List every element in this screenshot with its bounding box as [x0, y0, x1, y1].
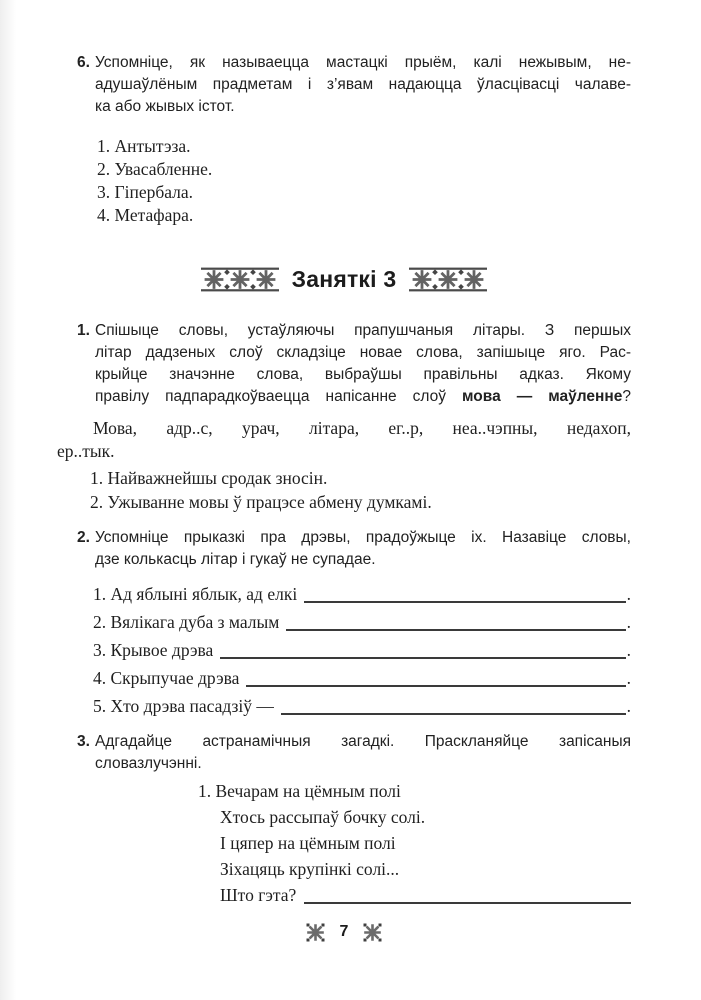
folk-star-icon — [363, 923, 382, 942]
blank-write-line — [304, 601, 625, 603]
task-1-line-prefix: правілу падпарадкоўваецца напісанне слоў — [95, 388, 463, 405]
riddle-question: Што гэта? — [220, 885, 297, 905]
task-2-number: 2. — [77, 529, 90, 546]
riddle — [198, 778, 631, 908]
task-3-line: словазлучэнні. — [95, 755, 202, 772]
task-3-line: Адгадайце астранамічныя загадкі. Праскланяйце запісаныя — [95, 733, 631, 750]
proverb-row — [93, 664, 631, 692]
proverb-period: . — [626, 668, 631, 688]
blank-write-line — [246, 685, 625, 687]
option-item: 1. Антытэза. — [97, 136, 191, 156]
task-1-line-suffix: ? — [622, 388, 631, 405]
proverb-label: 3. Крывое дрэва — [93, 640, 214, 660]
task-1-text — [95, 320, 631, 408]
section-title: Заняткі 3 — [291, 266, 397, 292]
task-6 — [57, 52, 631, 118]
page-footer — [57, 921, 631, 943]
proverb-period: . — [626, 584, 631, 604]
task-3 — [57, 731, 631, 775]
word-list-line: Мова, адр..с, урач, літара, ег..р, неа..чэпны, недахоп, — [93, 418, 631, 438]
folk-ornament-band-icon — [409, 267, 487, 292]
proverb-list — [93, 580, 631, 720]
task-1-options — [90, 466, 631, 514]
task-6-text — [95, 52, 631, 118]
riddle-line: Зіхацяць крупінкі солі... — [220, 859, 400, 879]
task-6-line: Успомніце, як называецца мастацкі прыём, калі нежывым, не- — [95, 54, 631, 71]
blank-write-line — [304, 902, 631, 904]
task-6-line: ка або жывых істот. — [95, 98, 235, 115]
riddle-question-row — [220, 882, 631, 908]
option-item: 2. Увасабленне. — [97, 159, 213, 179]
task-3-text — [95, 731, 631, 775]
option-item: 2. Ужыванне мовы ў працэсе абмену думкамі. — [90, 492, 432, 512]
page-content — [57, 52, 631, 943]
task-2-line: дзе колькасць літар і гукаў не супадае. — [95, 551, 376, 568]
proverb-row — [93, 608, 631, 636]
section-heading — [57, 264, 631, 294]
folk-ornament-band-icon — [201, 267, 279, 292]
task-1-line: літар дадзеных слоў складзіце новае слова, запішыце яго. Рас- — [95, 344, 631, 361]
proverb-label: 1. Ад яблыні яблык, ад елкі — [93, 584, 298, 604]
riddle-line: Хтось рассыпаў бочку солі. — [220, 807, 426, 827]
task-6-line: адушаўлёным прадметам і з’явам надаюцца ўласцівасці чалаве- — [95, 76, 631, 93]
proverb-row — [93, 692, 631, 720]
task-1-word-list — [57, 417, 631, 463]
task-1 — [57, 320, 631, 408]
option-item: 1. Найважнейшы сродак зносін. — [90, 468, 328, 488]
blank-write-line — [281, 713, 626, 715]
folk-star-icon — [306, 923, 325, 942]
proverb-label: 4. Скрыпучае дрэва — [93, 668, 240, 688]
proverb-label: 5. Хто дрэва пасадзіў — — [93, 696, 274, 716]
task-1-line: крыйце значэнне слова, выбраўшы правільны адказ. Якому — [95, 366, 631, 383]
option-item: 3. Гіпербала. — [97, 182, 194, 202]
task-2 — [57, 527, 631, 571]
proverb-row — [93, 636, 631, 664]
task-1-line — [95, 386, 631, 408]
proverb-period: . — [626, 640, 631, 660]
blank-write-line — [220, 657, 625, 659]
blank-write-line — [286, 629, 625, 631]
task-2-line: Успомніце прыказкі пра дрэвы, прадоўжыце іх. Назавіце словы, — [95, 529, 631, 546]
option-item: 4. Метафара. — [97, 205, 194, 225]
task-6-number: 6. — [77, 54, 90, 71]
task-1-bold-terms: мова — маўленне — [462, 388, 623, 405]
task-3-number: 3. — [77, 733, 90, 750]
page-number: 7 — [339, 923, 349, 940]
riddle-line: І цяпер на цёмным полі — [220, 833, 396, 853]
proverb-period: . — [626, 696, 631, 716]
task-6-options — [97, 135, 631, 227]
word-list-line: ер..тык. — [57, 441, 115, 461]
task-1-number: 1. — [77, 322, 90, 339]
riddle-line: 1. Вечарам на цёмным полі — [198, 781, 401, 801]
proverb-label: 2. Вялікага дуба з малым — [93, 612, 280, 632]
proverb-period: . — [626, 612, 631, 632]
task-1-line: Спішыце словы, устаўляючы прапушчаныя літары. З першых — [95, 322, 631, 339]
proverb-row — [93, 580, 631, 608]
task-2-text — [95, 527, 631, 571]
